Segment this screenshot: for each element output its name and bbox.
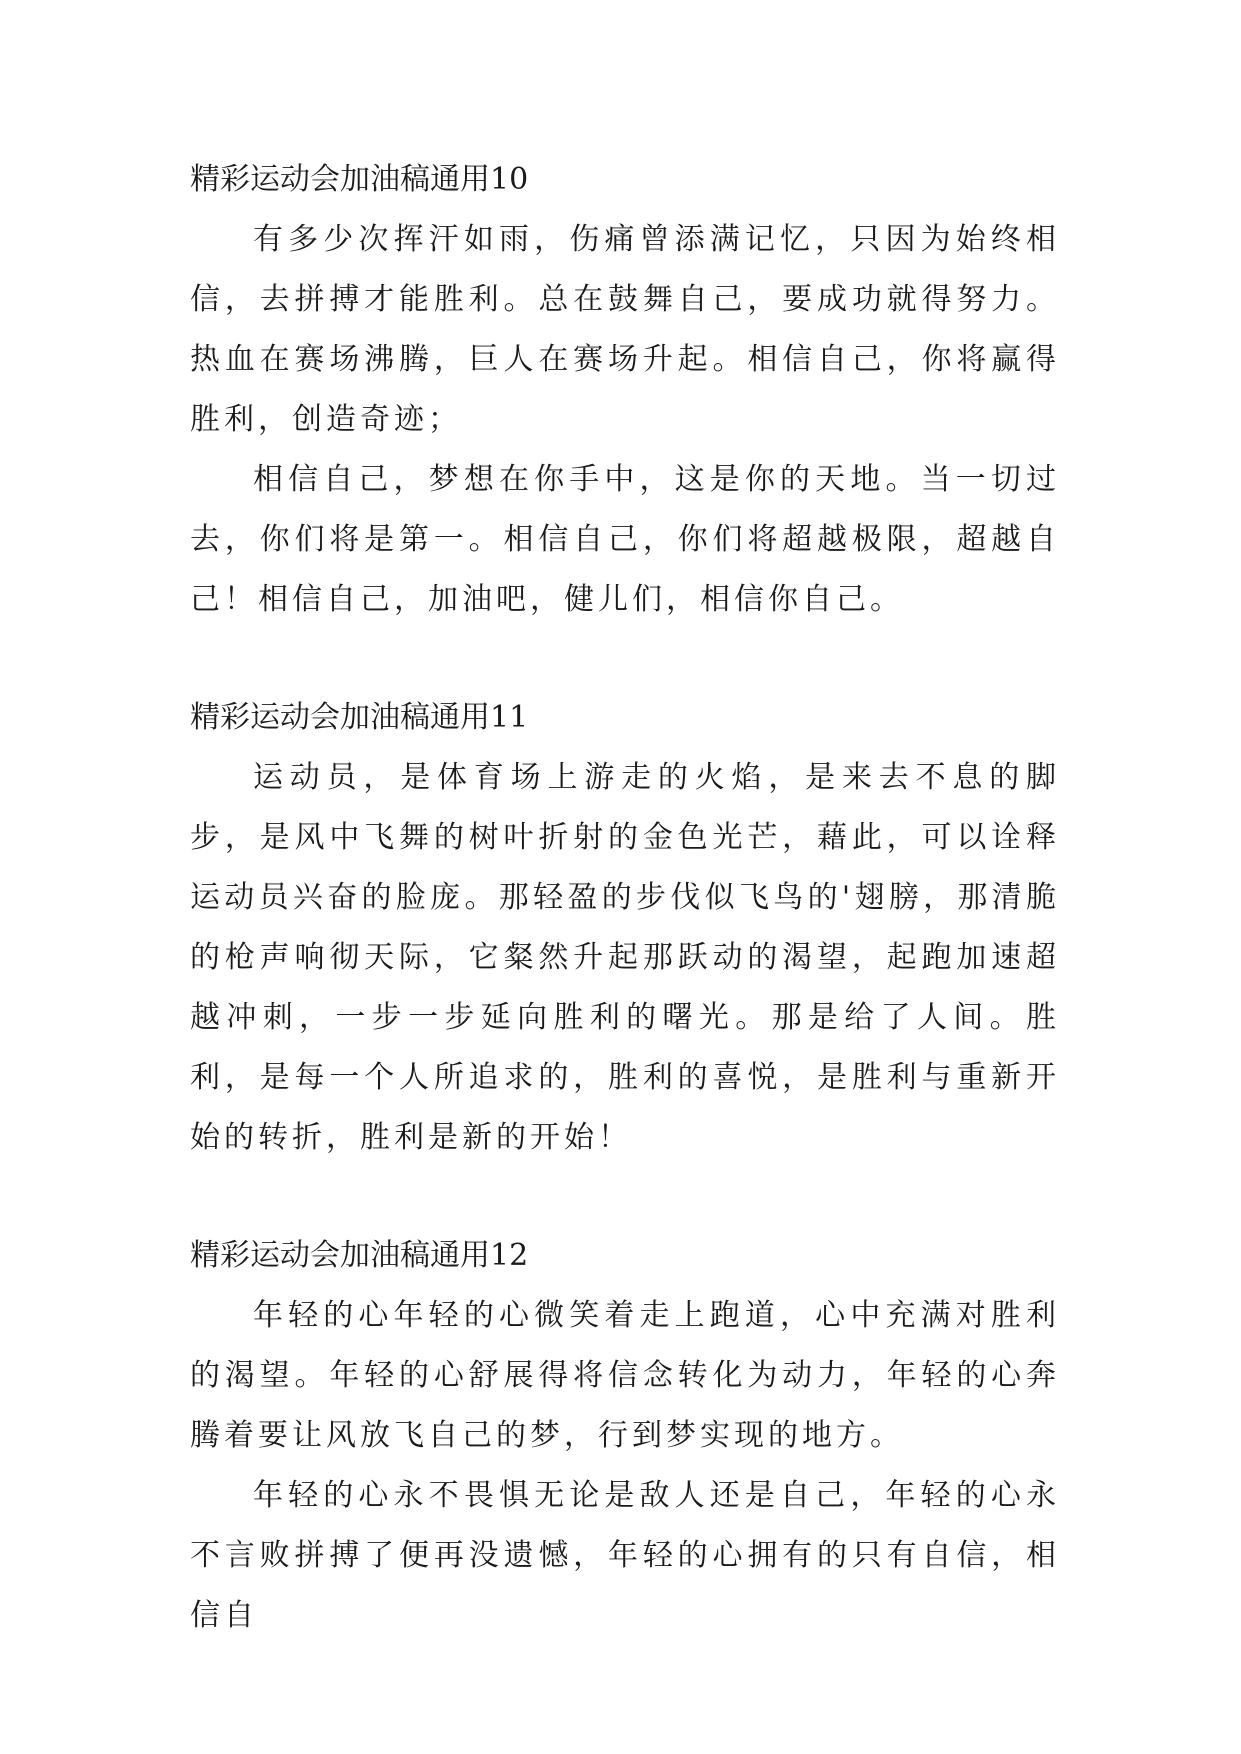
section-title: 精彩运动会加油稿通用12 xyxy=(190,1238,529,1273)
paragraph: 年轻的心永不畏惧无论是敌人还是自己，年轻的心永不言败拼搏了便再没遗憾，年轻的心拥有的只有自信，相信自 xyxy=(190,1478,1060,1633)
paragraph: 年轻的心年轻的心微笑着走上跑道，心中充满对胜利的渴望。年轻的心舒展得将信念转化为动力，年轻的心奔腾着要让风放飞自己的梦，行到梦实现的地方。 xyxy=(190,1298,1060,1453)
document-page xyxy=(190,150,1060,1646)
paragraph: 相信自己，梦想在你手中，这是你的天地。当一切过去，你们将是第一。相信自己，你们将超越极限，超越自己！相信自己，加油吧，健儿们，相信你自己。 xyxy=(190,462,1060,617)
section-10 xyxy=(190,150,1060,630)
paragraph: 运动员，是体育场上游走的火焰，是来去不息的脚步，是风中飞舞的树叶折射的金色光芒，藉此，可以诠释运动员兴奋的脸庞。那轻盈的步伐似飞鸟的'翅膀，那清脆的枪声响彻天际，它粲然升起那跃动的渴望，起跑加速超越冲刺，一步一步延向胜利的曙光。那是给了人间。胜利，是每一个人所追求的，胜利的喜悦，是胜利与重新开始的转折，胜利是新的开始！ xyxy=(190,760,1060,1155)
paragraph: 有多少次挥汗如雨，伤痛曾添满记忆，只因为始终相信，去拼搏才能胜利。总在鼓舞自己，要成功就得努力。热血在赛场沸腾，巨人在赛场升起。相信自己，你将赢得胜利，创造奇迹； xyxy=(190,222,1060,437)
section-12 xyxy=(190,1226,1060,1646)
section-title: 精彩运动会加油稿通用11 xyxy=(190,700,529,735)
section-title: 精彩运动会加油稿通用10 xyxy=(190,162,529,197)
section-11 xyxy=(190,688,1060,1168)
